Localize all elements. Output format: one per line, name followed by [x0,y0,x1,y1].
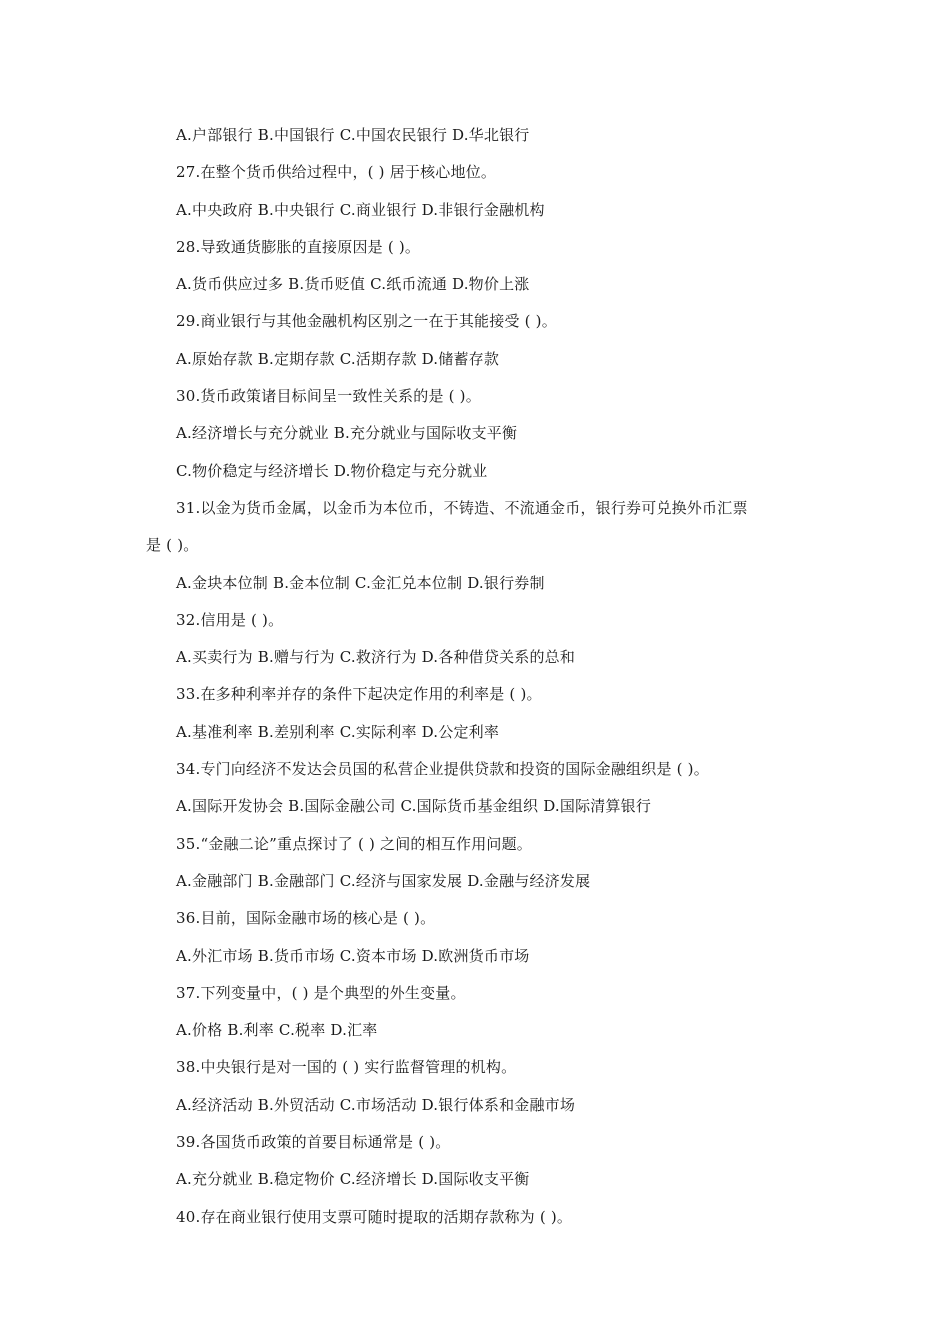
answer-options-line: A.金融部门 B.金融部门 C.经济与国家发展 D.金融与经济发展 [176,871,591,890]
answer-options-line: A.价格 B.利率 C.税率 D.汇率 [176,1021,378,1040]
question-line: 35.“金融二论”重点探讨了 ( ) 之间的相互作用问题。 [176,834,533,853]
question-line: 39.各国货币政策的首要目标通常是 ( )。 [176,1133,451,1152]
answer-options-line: A.金块本位制 B.金本位制 C.金汇兑本位制 D.银行券制 [176,573,545,592]
question-line: 34.专门向经济不发达会员国的私营企业提供贷款和投资的国际金融组织是 ( )。 [176,760,709,779]
question-line: 32.信用是 ( )。 [176,610,284,629]
question-line: 28.导致通货膨胀的直接原因是 ( )。 [176,237,421,256]
answer-options-line: A.经济活动 B.外贸活动 C.市场活动 D.银行体系和金融市场 [176,1095,576,1114]
answer-options-line: A.经济增长与充分就业 B.充分就业与国际收支平衡 [176,424,518,443]
answer-options-line: A.充分就业 B.稳定物价 C.经济增长 D.国际收支平衡 [176,1170,530,1189]
question-line: 33.在多种利率并存的条件下起决定作用的利率是 ( )。 [176,685,542,704]
question-line: 30.货币政策诸目标间呈一致性关系的是 ( )。 [176,387,481,406]
document-body [0,117,950,1236]
answer-options-line: A.外汇市场 B.货币市场 C.资本市场 D.欧洲货币市场 [176,946,530,965]
question-line: 29.商业银行与其他金融机构区别之一在于其能接受 ( )。 [176,312,557,331]
answer-options-line: A.原始存款 B.定期存款 C.活期存款 D.储蓄存款 [176,349,500,368]
answer-options-line: A.货币供应过多 B.货币贬值 C.纸币流通 D.物价上涨 [176,275,530,294]
answer-options-line: A.中央政府 B.中央银行 C.商业银行 D.非银行金融机构 [176,200,545,219]
question-line: 36.目前，国际金融市场的核心是 ( )。 [176,909,436,928]
answer-options-line: A.买卖行为 B.赠与行为 C.救济行为 D.各种借贷关系的总和 [176,648,576,667]
question-line: 27.在整个货币供给过程中，( ) 居于核心地位。 [176,163,497,182]
question-line: 31.以金为货币金属，以金币为本位币，不铸造、不流通金币，银行券可兑换外币汇票 [176,498,748,517]
question-line: 40.存在商业银行使用支票可随时提取的活期存款称为 ( )。 [176,1207,573,1226]
answer-options-line: A.基准利率 B.差别利率 C.实际利率 D.公定利率 [176,722,500,741]
question-line: 37.下列变量中，( ) 是个典型的外生变量。 [176,983,466,1002]
question-line: 38.中央银行是对一国的 ( ) 实行监督管理的机构。 [176,1058,517,1077]
answer-options-line: C.物价稳定与经济增长 D.物价稳定与充分就业 [176,461,488,480]
question-line: 是 ( )。 [146,536,199,555]
answer-options-line: A.户部银行 B.中国银行 C.中国农民银行 D.华北银行 [176,126,530,144]
answer-options-line: A.国际开发协会 B.国际金融公司 C.国际货币基金组织 D.国际清算银行 [176,797,652,816]
